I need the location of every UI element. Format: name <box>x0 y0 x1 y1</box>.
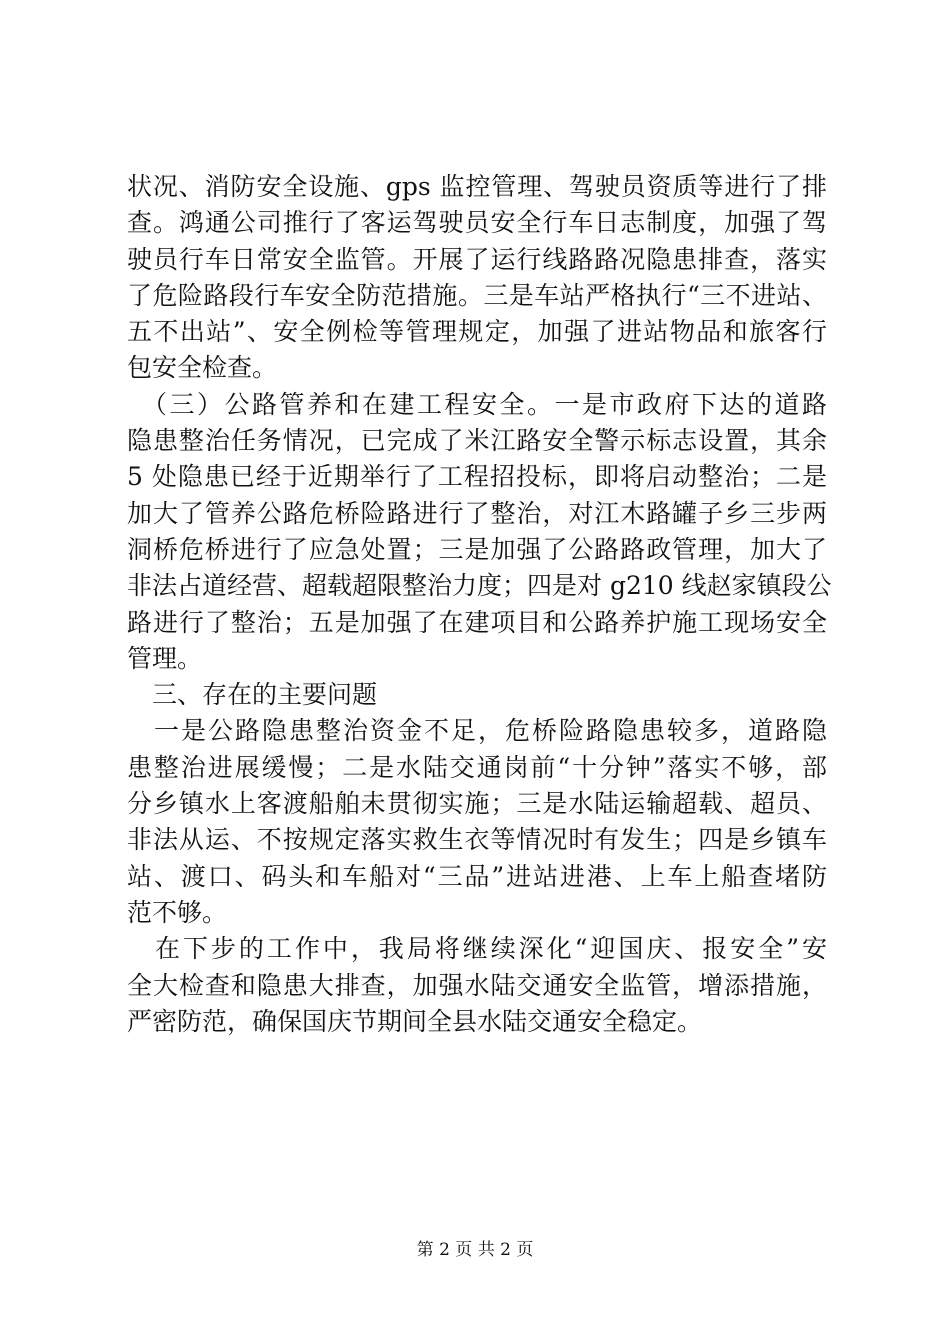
text-line: 全大检查和隐患大排查，加强水陆交通安全监管，增添措施， <box>127 970 827 1000</box>
text-line: 三、存在的主要问题 <box>127 680 378 710</box>
text-line: 5 处隐患已经于近期举行了工程招投标，即将启动整治；二是 <box>127 462 827 492</box>
text-line: 洞桥危桥进行了应急处置；三是加强了公路路政管理，加大了 <box>127 534 827 564</box>
text-line: 范不够。 <box>127 897 228 927</box>
page-footer: 第 2 页 共 2 页 <box>416 1240 534 1260</box>
text-line: 非法占道经营、超载超限整治力度；四是对 g210 线赵家镇段公 <box>127 571 832 601</box>
text-line: 驶员行车日常安全监管。开展了运行线路路况隐患排查，落实 <box>127 244 827 274</box>
text-line: 包安全检查。 <box>127 353 278 383</box>
text-line: 严密防范，确保国庆节期间全县水陆交通安全稳定。 <box>127 1006 703 1036</box>
text-line: 路进行了整治；五是加强了在建项目和公路养护施工现场安全 <box>127 607 827 637</box>
text-line: 了危险路段行车安全防范措施。三是车站严格执行“三不进站、 <box>127 280 827 310</box>
text-line: 非法从运、不按规定落实救生衣等情况时有发生；四是乡镇车 <box>127 825 827 855</box>
text-line: 状况、消防安全设施、gps 监控管理、驾驶员资质等进行了排 <box>127 172 827 201</box>
text-line: （三）公路管养和在建工程安全。一是市政府下达的道路 <box>127 389 827 419</box>
document-body <box>127 169 832 1040</box>
text-line: 隐患整治任务情况，已完成了米江路安全警示标志设置，其余 <box>127 426 827 456</box>
text-line: 分乡镇水上客渡船舶未贯彻实施；三是水陆运输超载、超员、 <box>127 789 827 819</box>
text-line: 患整治进展缓慢；二是水陆交通岗前“十分钟”落实不够，部 <box>127 752 827 782</box>
text-line: 五不出站”、安全例检等管理规定，加强了进站物品和旅客行 <box>127 317 827 347</box>
text-line: 查。鸿通公司推行了客运驾驶员安全行车日志制度，加强了驾 <box>127 208 827 238</box>
text-line: 在下步的工作中，我局将继续深化“迎国庆、报安全”安 <box>127 934 827 964</box>
text-line: 加大了管养公路危桥险路进行了整治，对江木路罐子乡三步两 <box>127 498 827 528</box>
text-line: 一是公路隐患整治资金不足，危桥险路隐患较多，道路隐 <box>127 716 827 746</box>
text-line: 站、渡口、码头和车船对“三品”进站进港、上车上船查堵防 <box>127 861 827 891</box>
text-line: 管理。 <box>127 643 203 673</box>
